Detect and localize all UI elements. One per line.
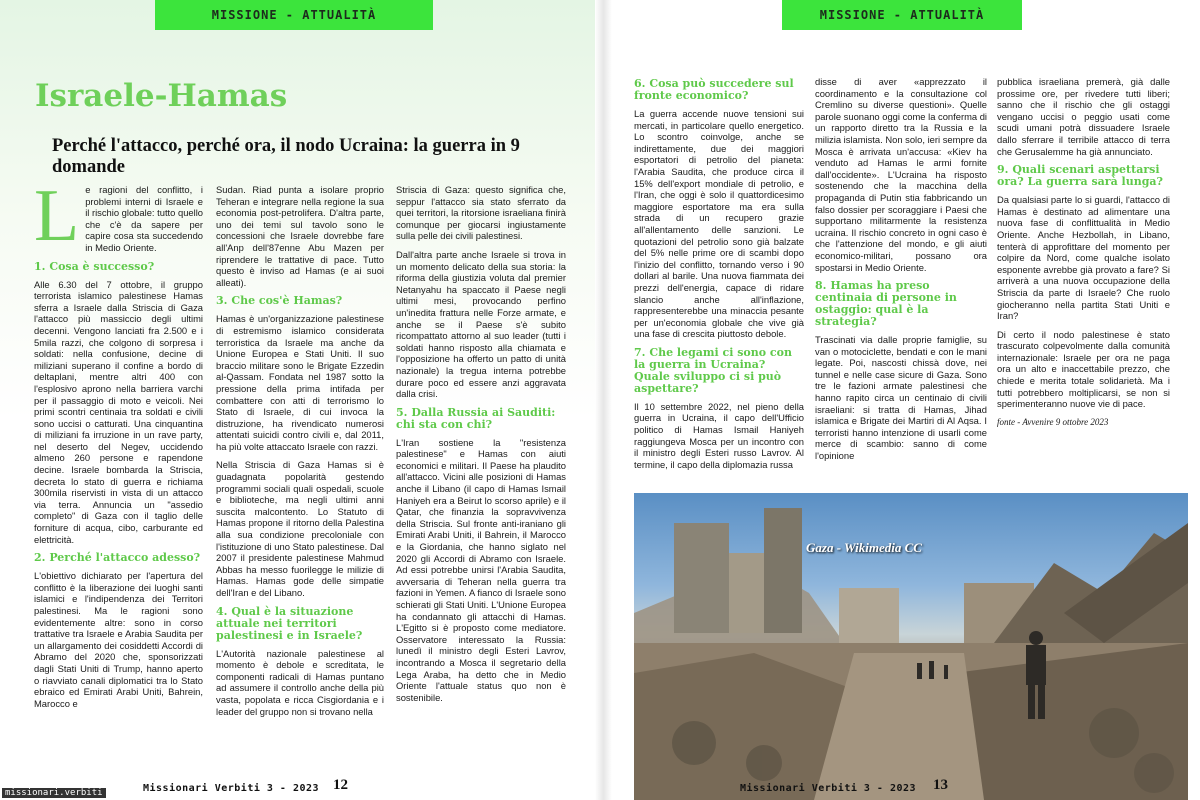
question-2-body: L'obiettivo dichiarato per l'apertura del conflitto è la liberazione dei luoghi santi islamici e l'indipendenza dei Territori palestinesi. Ma le ragioni sono evidentemente altre: sono in corso trattative tra Israele e Arabia Saudita per un allargamento dei cosiddetti Accordi di Abramo del 2020 che, sponsorizzati dagli Stati Uniti di Trump, hanno aperto o riavviato canali diplomatici tra lo Stato ebraico ed Emirati Arabi Uniti, Bahrein, Marocco e	[34, 570, 203, 709]
column-3-body-2: Dall'altra parte anche Israele si trova in un momento delicato della sua storia: la riforma della giustizia voluta dal premier Netanyahu ha spaccato il Paese negli ultimi mesi, provocando perfino un'inedita frattura nelle Forze armate, e anche se il Paese s'è subito ricompattato attorno al suo leader (tutti i soldati hanno risposto alla chiamata e l'opposizione ha offerto un patto di unità nazionale) la tregua interna potrebbe durare poco ed essere anzi aggravata dalla crisi.	[396, 248, 566, 400]
column-3	[396, 184, 566, 710]
question-8-body: Trascinati via dalle proprie famiglie, su van o motociclette, bendati e con le mani legate. Poi, nascosti chissà dove, nei tunnel e nelle case sicure di Gaza. Sono tre le fazioni armate palestinesi che hanno rapito circa un centinaio di civili israeliani: si tratta di Hamas, Jihad islamica e Brigate dei Martiri di Al Aqsa. I terroristi hanno intenzione di usarli come merce di scambio: sanno di come l'opinione	[815, 334, 987, 462]
page-footer: Missionari Verbiti 3 - 2023	[740, 783, 917, 794]
article-subtitle: Perché l'attacco, perché ora, il nodo Ucraina: la guerra in 9 domande	[52, 136, 520, 177]
drop-cap: L	[34, 175, 80, 257]
question-7-body: Il 10 settembre 2022, nel pieno della guerra in Ucraina, il capo dell'Ufficio politico di Hamas Ismail Haniyeh raggiungeva Mosca per un incontro con il ministro degli Esteri russo Lavrov. Al termine, il capo della diplomazia russa	[634, 400, 804, 470]
source-credit: fonte - Avvenire 9 ottobre 2023	[997, 416, 1109, 427]
question-1-heading: 1. Cosa è successo?	[34, 259, 155, 273]
question-5-heading: 5. Dalla Russia ai Sauditi: chi sta con chi?	[396, 405, 556, 431]
page-number: 13	[933, 777, 948, 793]
question-8-heading: 8. Hamas ha preso centinaia di persone in ostaggio: qual è la strategia?	[815, 279, 957, 329]
article-title: Israele-Hamas	[35, 78, 288, 114]
question-7-heading: 7. Che legami ci sono con la guerra in Ucraina? Quale sviluppo ci si può aspettare?	[634, 345, 792, 395]
question-3-body-2: Nella Striscia di Gaza Hamas si è guadagnata popolarità gestendo programmi sociali quali ospedali, scuole e biblioteche, ma negli ultimi anni suscita malcontento. Lo Statuto di Hamas propone il ritorno della Palestina alla sua condizione precoloniale con l'istituzione di uno Stato palestinese. Dal 2007 il presidente palestinese Mahmud Abbas ha messo fuorilegge le milizie di Hamas. Hamas gode delle simpatie dell'Iran e del Libano.	[216, 459, 384, 598]
column-2	[815, 76, 987, 469]
question-9-heading: 9. Quali scenari aspettarsi ora? La guerra sarà lunga?	[997, 163, 1163, 189]
question-9-body: Da qualsiasi parte lo si guardi, l'attacco di Hamas è destinato ad alimentare una nuova fase di conflittualità in Medio Oriente. Anche Hezbollah, in Libano, tenterà di approfittare del momento per colpire da Nord, come qualche isolato esponente avrebbe già provato a fare? Si arriverà a una nuova occupazione della Striscia da parte di Israele? Che ruolo giocheranno nella partita Stati Uniti e Iran?	[997, 194, 1170, 322]
question-2-heading: 2. Perché l'attacco adesso?	[34, 551, 201, 565]
column-3-continuation: pubblica israeliana premerà, già dalle prossime ore, per rivedere tutti liberi; sanno che il rischio che gli ostaggi vengano uccisi o peggio usati come scudi umani potrà dissuadere Israele dallo sferrare il terribile attacco di terra che Gerusalemme ha già annunciato.	[997, 76, 1170, 157]
column-2	[216, 184, 384, 724]
question-4-body: L'Autorità nazionale palestinese al momento è debole e screditata, le componenti radicali di Hamas puntano ad assumere il controllo anche della più vasta, popolata e ricca Cisgiordania e i leader del gruppo non si trovano nella	[216, 647, 384, 717]
question-6-body: La guerra accende nuove tensioni sui mercati, in particolare quello energetico. Lo scontro coinvolge, anche se indirettamente, due dei maggiori esportatori di petrolio del pianeta: l'Arabia Saudita, che produce circa il 15% dell'export mondiale di petrolio, e l'Iran, che oggi è solo il quattordicesimo maggiore esportatore ma era sulla strada di un recupero grazie all'allentamento delle sanzioni. Le quotazioni del petrolio sono già balzate del 5% nelle prime ore di scambi dopo l'inizio del conflitto, tornando verso i 90 dollari al barile. Una nuova fiammata dei prezzi dell'energia, capace di ridare slancio anche all'inflazione, rappresenterebbe una minaccia pesante per un'economia globale che vive già una fase di crescita piuttosto debole.	[634, 108, 804, 340]
question-9-body-2: Di certo il nodo palestinese è stato trascurato colpevolmente dalla comunità internazionale: Israele per ora ne paga ora un alto e inaccettabile prezzo, che chiede e merita totale solidarietà. Ma i tutti potrebbero moltiplicarsi, se non si sperimenteranno nuove vie di pace.	[997, 328, 1170, 410]
question-5-body: L'Iran sostiene la "resistenza palestinese" e Hamas con aiuti economici e militari. Il Paese ha plaudito all'attacco. Vicini alle posizioni di Hamas anche il Libano (il capo di Hamas Ismail Haniyeh era a Beirut lo scorso aprile) e il Qatar, che finanzia la sopravvivenza della Striscia. Sul fronte anti-iraniano gli Emirati Arabi Uniti, il Bahrein, il Marocco e la Giordania, che hanno siglato nel 2020 gli Accordi di Abramo con Israele. Ad essi potrebbe unirsi l'Arabia Saudita, avversaria di Teheran nella guerra tra fazioni in Yemen. A fianco di Israele sono schierati gli Stati Uniti. L'Unione Europea ha condannato gli attacchi di Hamas. L'Egitto si è proposto come mediatore. Osservatore interessato la Russia: lunedì il ministro degli Esteri Lavrov, incontrando a Mosca il segretario della Lega Araba, ha detto che in Medio Oriente l'attuale status quo non è sostenibile.	[396, 436, 566, 703]
photo-caption: Gaza - Wikimedia CC	[806, 540, 922, 555]
site-badge: missionari.verbiti	[2, 788, 106, 798]
question-3-heading: 3. Che cos'è Hamas?	[216, 294, 343, 308]
question-3-body: Hamas è un'organizzazione palestinese di estremismo islamico considerata terroristica da Israele ma anche da Unione Europea e Stati Uniti. Il suo braccio militare sono le Brigate Ezzedin al-Qassam. Fondata nel 1987 sotto la pressione della prima intifada per combattere con atti di terrorismo lo Stato di Israele, di cui invoca la distruzione, ha rivendicato numerosi attentati suicidi contro civili e, dal 2011, ha più volte attaccato Israele con razzi.	[216, 313, 384, 452]
spine-gutter	[595, 0, 612, 800]
column-3	[997, 76, 1170, 435]
question-4-heading: 4. Qual è la situazione attuale nei territori palestinesi e in Israele?	[216, 604, 363, 642]
gaza-rubble-photo	[634, 493, 1188, 800]
column-1	[634, 76, 804, 477]
section-tab: MISSIONE - ATTUALITÀ	[782, 0, 1022, 30]
question-1-body: Alle 6.30 del 7 ottobre, il gruppo terrorista islamico palestinese Hamas sferra a Israele dalla Striscia di Gaza l'attacco più massiccio degli ultimi decenni. Vengono lanciati fra 2.500 e i 5mila razzi, che colgono di sorpresa i soldati: nella confusione, decine di miliziani superano il confine a bordo di deltaplani, mentre altri 400 con l'esplosivo aprono nella barriera varchi per il passaggio di moto e veicoli. Nei primi scontri centinaia tra soldati e civili sono uccisi o catturati. Una cinquantina di miliziani fa irruzione in un rave party, nel deserto del Negev, uccidendo almeno 260 persone e rapendone decine. Israele bombarda la Striscia, decreta lo stato di guerra e richiama 300mila riservisti in vista di un attacco via terra. Annuncia un "assedio completo" di Gaza con il taglio delle forniture di acqua, cibo, carburante ed elettricità.	[34, 278, 203, 545]
column-2-continuation: disse di aver «apprezzato il coordinamento e la consultazione col Cremlino su diverse questioni». Quelle parole suonano oggi come la conferma di un rapporto diretto tra la Russia e la milizia islamista. Non solo, ieri sempre da Mosca è arrivata un'accusa: «Kiev ha venduto ad Hamas le armi fornite dall'occidente». L'Ucraina ha risposto sostenendo che la macchina della propaganda di Putin stia fabbricando un falso dossier per scoraggiare i Paesi che supportano militarmente la resistenza ucraina. Il rischio concreto in ogni caso è che l'attenzione del mondo, e gli aiuti economico-militari, possano ora spostarsi in Medio Oriente.	[815, 76, 987, 273]
section-tab: MISSIONE - ATTUALITÀ	[155, 0, 433, 30]
question-6-heading: 6. Cosa può succedere sul fronte economico?	[634, 77, 794, 102]
page-12	[0, 0, 595, 800]
page-13	[612, 0, 1200, 800]
column-3-continuation: Striscia di Gaza: questo significa che, seppur l'attacco sia stato sferrato da quei territori, la ritorsione israeliana finirà comunque per giocarsi ingiustamente sulla pelle dei civili palestinesi.	[396, 184, 566, 242]
column-1	[34, 175, 203, 716]
page-footer: Missionari Verbiti 3 - 2023	[143, 783, 320, 794]
intro-paragraph: Le ragioni del conflitto, i problemi interni di Israele e il rischio globale: tutto quello che c'è da sapere per capire cosa sta succedendo in Medio Oriente.	[34, 175, 203, 257]
page-number: 12	[333, 777, 348, 793]
column-2-continuation: Sudan. Riad punta a isolare proprio Teheran e integrare nella regione la sua economia post-petrolifera. D'altra parte, uno dei temi sul tavolo sono le concessioni che Israele dovrebbe fare all'Anp dell'87enne Abu Mazen per riprendere le trattative di pace. Tutto questo è inviso ad Hamas (e ai suoi alleati).	[216, 184, 384, 288]
